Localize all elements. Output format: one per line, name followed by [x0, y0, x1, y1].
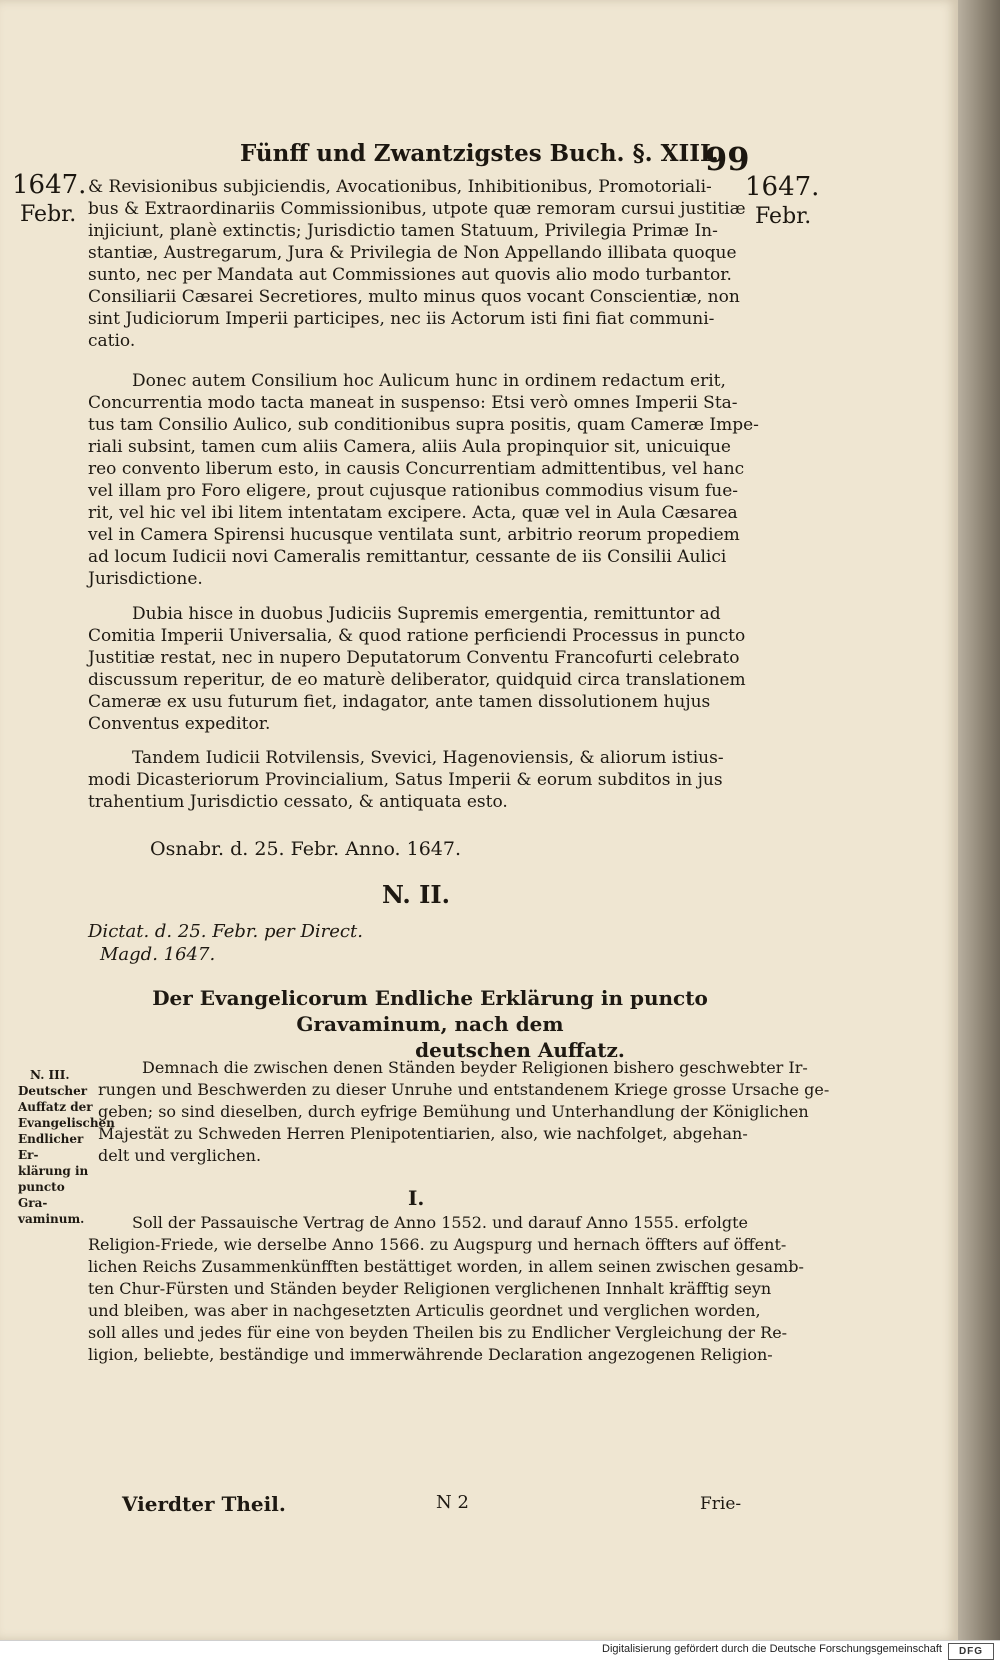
text-line: vel in Camera Spirensi hucusque ventilata sunt, arbitrio reorum propediem: [88, 525, 740, 545]
text-line: & Revisionibus subjiciendis, Avocationibus, Inhibitionibus, Promotoriali-: [88, 177, 712, 197]
marginal-note: [18, 1067, 115, 1227]
text-line: geben; so sind dieselben, durch eyfrige Bemühung und Unterhandlung der Königlichen: [98, 1102, 809, 1121]
volume-footer: Vierdter Theil.: [122, 1492, 286, 1516]
left-margin-year: 1647.: [12, 170, 87, 200]
right-margin-year: 1647.: [745, 172, 820, 202]
text-line: Majestät zu Schweden Herren Plenipotentiarien, also, wie nachfolget, abgehan-: [98, 1124, 748, 1143]
text-line: Soll der Passauische Vertrag de Anno 1552. und darauf Anno 1555. erfolgte: [132, 1213, 748, 1232]
left-margin-date: [12, 170, 86, 230]
text-line: Demnach die zwischen denen Ständen beyder Religionen bishero geschwebter Ir-: [142, 1058, 808, 1077]
article-number: I.: [408, 1186, 425, 1210]
paragraph-donec: [88, 370, 759, 590]
marginal-note-line: klärung in: [18, 1164, 89, 1178]
text-line: Dubia hisce in duobus Judiciis Supremis emergentia, remittuntor ad: [132, 604, 721, 624]
right-margin-date: [745, 172, 819, 232]
text-line: sint Judiciorum Imperii participes, nec iis Actorum isti fini fiat communi-: [88, 309, 715, 329]
text-line: sunto, nec per Mandata aut Commissiones aut quovis alio modo turbantor.: [88, 265, 732, 285]
catchword: Frie-: [700, 1494, 742, 1514]
text-line: soll alles und jedes für eine von beyden Theilen bis zu Endlicher Vergleichung der Re-: [88, 1323, 788, 1342]
credit-text: Digitalisierung gefördert durch die Deutsche Forschungsgemeinschaft: [602, 1643, 942, 1655]
text-line: ad locum Iudicii novi Cameralis remittantur, cessante de iis Consilii Aulici: [88, 547, 727, 567]
heading-line: Der Evangelicorum Endliche Erklärung in puncto Gravaminum, nach dem: [152, 986, 708, 1036]
text-line: delt und verglichen.: [98, 1146, 262, 1165]
marginal-note-line: Auffatz der: [18, 1100, 93, 1114]
text-line: ten Chur-Fürsten und Ständen beyder Religionen verglichenen Innhalt kräfftig seyn: [88, 1279, 772, 1298]
left-margin-month: Febr.: [20, 202, 77, 227]
text-line: und bleiben, was aber in nachgesetzten Articulis geordnet und verglichen worden,: [88, 1301, 761, 1320]
text-line: Jurisdictione.: [88, 569, 203, 589]
marginal-note-line: Deutscher: [18, 1084, 88, 1098]
paragraph-demnach: [98, 1057, 830, 1167]
text-line: Concurrentia modo tacta maneat in suspenso: Etsi verò omnes Imperii Sta-: [88, 393, 738, 413]
marginal-note-line: Endlicher Er-: [18, 1132, 84, 1162]
marginal-note-line: Evangelischen: [18, 1116, 115, 1130]
text-line: Conventus expeditor.: [88, 714, 271, 734]
text-line: rit, vel hic vel ibi litem intentatam excipere. Acta, quæ vel in Aula Cæsarea: [88, 503, 738, 523]
document-heading: [120, 985, 740, 1063]
text-line: Justitiæ restat, nec in nupero Deputatorum Conventu Francofurti celebrato: [88, 648, 740, 668]
paragraph-passauische: [88, 1212, 804, 1366]
text-line: Religion-Friede, wie derselbe Anno 1566. zu Augspurg und hernach öffters auf öffent-: [88, 1235, 787, 1254]
text-line: tus tam Consilio Aulico, sub conditionibus supra positis, quam Cameræ Impe-: [88, 415, 759, 435]
credit-bar: [0, 1640, 1000, 1662]
text-line: Cameræ ex usu futurum fiet, indagator, ante tamen dissolutionem hujus: [88, 692, 711, 712]
right-margin-month: Febr.: [755, 204, 812, 229]
dfg-logo: DFG: [948, 1643, 994, 1660]
text-line: Comitia Imperii Universalia, & quod ratione perficiendi Processus in puncto: [88, 626, 746, 646]
text-line: vel illam pro Foro eligere, prout cujusque rationibus commodius visum fue-: [88, 481, 739, 501]
text-line: Tandem Iudicii Rotvilensis, Svevici, Hagenoviensis, & aliorum istius-: [132, 748, 724, 768]
place-date-signature: Osnabr. d. 25. Febr. Anno. 1647.: [150, 838, 462, 860]
paragraph-dubia: [88, 603, 746, 735]
text-line: rungen und Beschwerden zu dieser Unruhe und entstandenem Kriege grosse Ursache ge-: [98, 1080, 830, 1099]
running-title: Fünff und Zwantzigstes Buch. §. XIII.: [240, 140, 719, 167]
section-label: N. II.: [382, 880, 450, 909]
text-line: Consiliarii Cæsarei Secretiores, multo minus quos vocant Conscientiæ, non: [88, 287, 740, 307]
marginal-note-line: puncto Gra-: [18, 1180, 65, 1210]
text-line: modi Dicasteriorum Provincialium, Satus Imperii & eorum subditos in jus: [88, 770, 723, 790]
text-line: discussum reperitur, de eo maturè deliberator, quidquid circa translationem: [88, 670, 746, 690]
text-line: stantiæ, Austregarum, Jura & Privilegia de Non Appellando illibata quoque: [88, 243, 737, 263]
book-edge: [958, 0, 1000, 1640]
text-line: ligion, beliebte, beständige und immerwährende Declaration angezogenen Religion-: [88, 1345, 773, 1364]
text-line: catio.: [88, 331, 136, 351]
heading-line: deutschen Auffatz.: [415, 1038, 625, 1062]
dictation-line: Magd. 1647.: [100, 944, 216, 965]
marginal-note-line: N. III.: [30, 1068, 70, 1082]
dictation-line: Dictat. d. 25. Febr. per Direct.: [88, 921, 363, 942]
paragraph-tandem: [88, 747, 738, 813]
signature-mark: N 2: [436, 1492, 469, 1513]
text-line: reo convento liberum esto, in causis Concurrentiam admittentibus, vel hanc: [88, 459, 745, 479]
marginal-note-line: vaminum.: [18, 1212, 85, 1226]
dictation-note: [88, 920, 363, 966]
text-line: bus & Extraordinariis Commissionibus, utpote quæ remoram cursui justitiæ: [88, 199, 746, 219]
text-line: Donec autem Consilium hoc Aulicum hunc in ordinem redactum erit,: [132, 371, 726, 391]
text-line: injiciunt, planè extinctis; Jurisdictio tamen Statuum, Privilegia Primæ In-: [88, 221, 718, 241]
text-line: lichen Reichs Zusammenkünfften bestättiget worden, in allem seinen zwischen gesamb-: [88, 1257, 804, 1276]
paragraph-revisionibus: [88, 176, 746, 352]
text-line: trahentium Jurisdictio cessato, & antiquata esto.: [88, 792, 508, 812]
text-line: riali subsint, tamen cum aliis Camera, aliis Aula propinquior sit, unicuique: [88, 437, 731, 457]
page-number: 99: [705, 140, 750, 178]
